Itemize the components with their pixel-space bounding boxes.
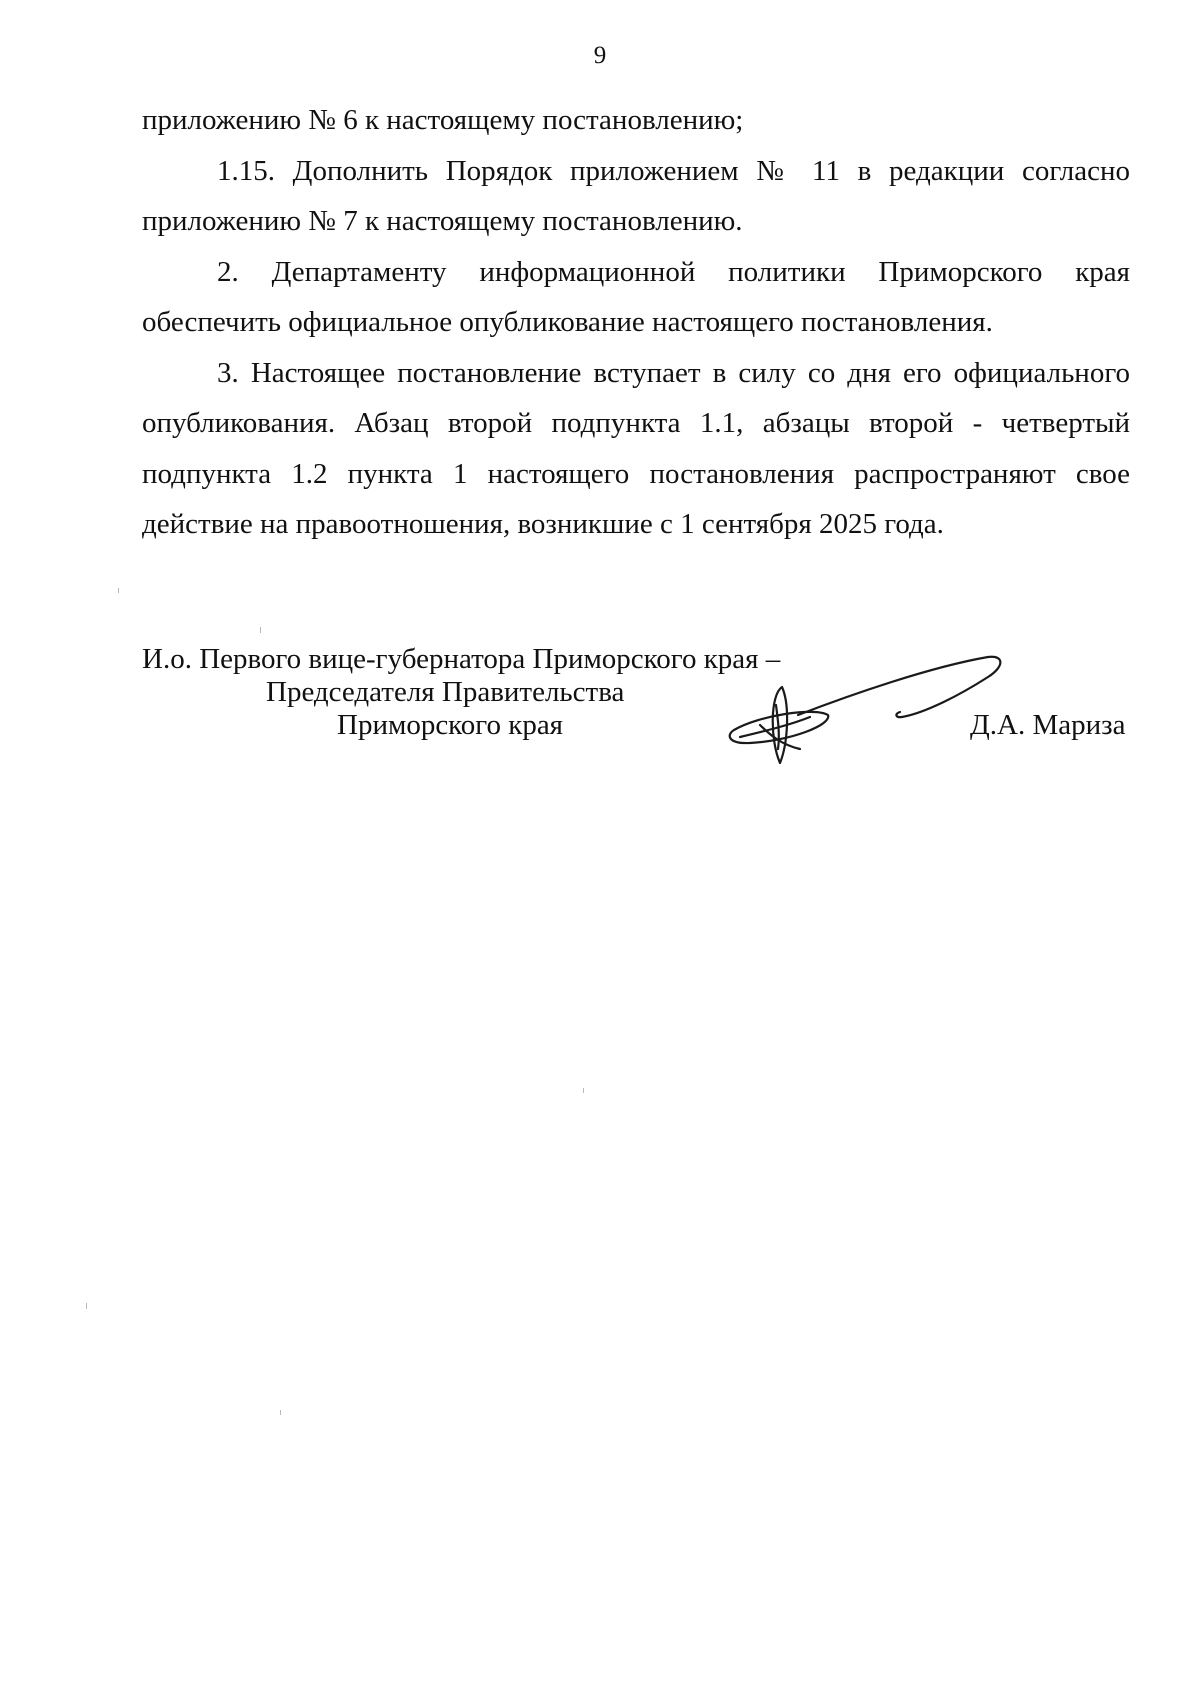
paragraph-3: 3. Настоящее постановление вступает в силу со дня его официального опубликования. Абзац второй подпункта 1.1, абзацы второй - четвертый подпункта 1.2 пункта 1 настоящего постановления распространяют свое действие на правоотношения, возникшие с 1 сентября 2025 года.: [142, 356, 1130, 540]
signatory-title-line: Председателя Правительства: [266, 676, 625, 708]
paragraph-2: 2. Департаменту информационной политики Приморского края обеспечить официальное опубликование настоящего постановления.: [142, 255, 1130, 338]
signatory-title-line: Приморского края: [337, 709, 564, 741]
document-body: [142, 95, 1130, 550]
scan-speck: [280, 1410, 281, 1415]
paragraph-1-15: 1.15. Дополнить Порядок приложением № 11 в редакции согласно приложению № 7 к настоящему постановлению.: [142, 154, 1130, 237]
signatory-title: [142, 643, 780, 742]
scan-speck: [118, 588, 119, 593]
scan-speck: [260, 627, 261, 633]
scan-speck: [86, 1303, 87, 1309]
scan-speck: [583, 1088, 584, 1093]
page-number: 9: [593, 42, 607, 69]
signer-name: Д.А. Мариза: [970, 709, 1126, 741]
paragraph-continuation: приложению № 6 к настоящему постановлению;: [142, 104, 744, 136]
signatory-title-line: И.о. Первого вице-губернатора Приморского края –: [142, 643, 781, 675]
